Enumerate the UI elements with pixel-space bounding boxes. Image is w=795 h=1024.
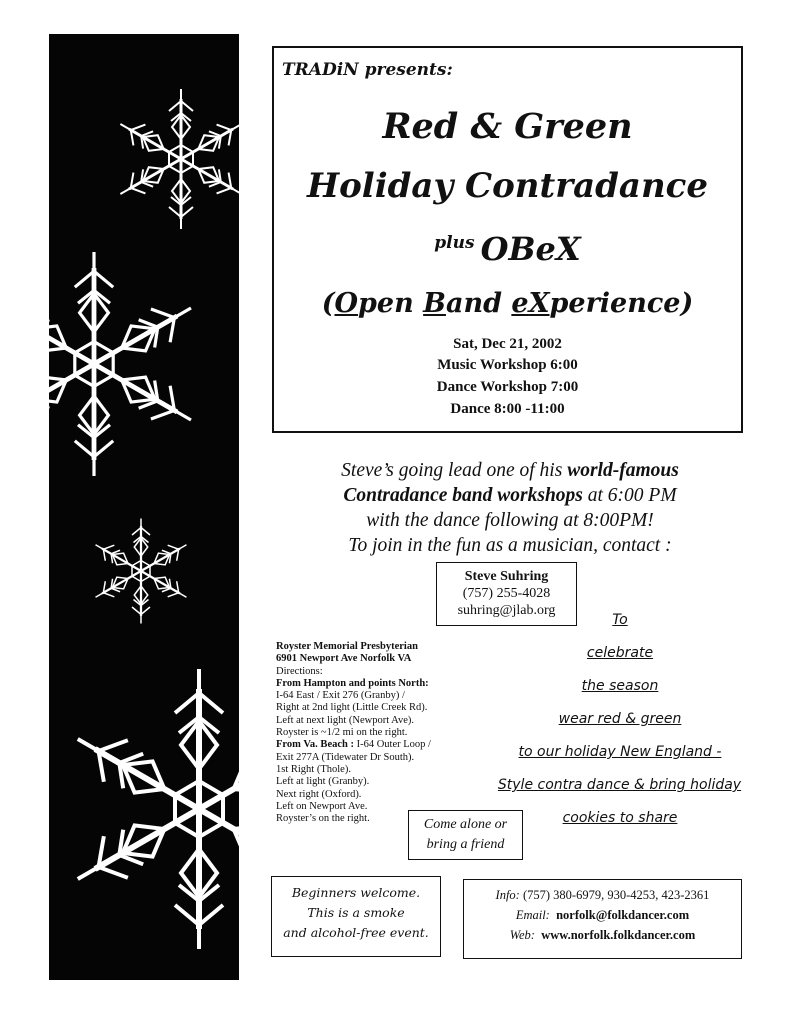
intro-paragraph: [300, 458, 720, 558]
slogan-line-4: wear red & green: [558, 711, 682, 727]
snowflake-icon: [91, 519, 191, 624]
obex-e: e: [511, 288, 529, 319]
obex-open: pen: [358, 288, 414, 319]
info-web-link[interactable]: www.norfolk.folkdancer.com: [541, 928, 696, 942]
obex-b: B: [423, 288, 446, 319]
title-plus: plus: [434, 233, 475, 253]
directions-block: [276, 641, 476, 825]
contact-name: Steve Suhring: [464, 569, 549, 584]
event-date: Sat, Dec 21, 2002: [453, 336, 562, 352]
info-box: [463, 879, 742, 959]
dance-time: Dance 8:00 -11:00: [450, 401, 565, 417]
direction-step: I-64 East / Exit 276 (Granby) /: [276, 690, 405, 702]
info-email[interactable]: norfolk@folkdancer.com: [556, 908, 690, 922]
come-alone-line: Come alone or: [423, 817, 508, 832]
contact-box: [436, 562, 577, 626]
info-phones-line: Info: (757) 380-6979, 930-4253, 423-2361: [495, 888, 710, 902]
directions-label: Directions:: [276, 665, 323, 677]
from-vabeach-line: From Va. Beach : I-64 Outer Loop /: [276, 739, 431, 751]
info-email-line: Email: norfolk@folkdancer.com: [515, 908, 690, 922]
title-red-green: Red & Green: [382, 106, 633, 147]
contact-email[interactable]: suhring@jlab.org: [457, 603, 556, 618]
direction-step: Exit 277A (Tidewater Dr South).: [276, 751, 415, 763]
slogan-line-7: cookies to share: [562, 810, 678, 826]
snowflake-icon: [114, 89, 239, 229]
intro-line-1: Steve’s going lead one of his world-famous: [341, 460, 679, 481]
from-hampton-heading: From Hampton and points North:: [276, 677, 429, 689]
snowflake-icon: [66, 669, 239, 949]
header-box: [272, 46, 743, 433]
obex-band: and: [445, 288, 502, 319]
title-plus-obex: [274, 230, 741, 268]
direction-step: Left at next light (Newport Ave).: [276, 714, 415, 726]
obex-x: X: [528, 288, 550, 319]
direction-step: 1st Right (Thole).: [276, 763, 351, 775]
obex-experience: perience: [549, 288, 681, 319]
venue-name: Royster Memorial Presbyterian: [276, 641, 418, 652]
snowflake-banner: [49, 34, 239, 980]
direction-step: Right at 2nd light (Little Creek Rd).: [276, 702, 428, 714]
direction-step: Left at light (Granby).: [276, 776, 370, 788]
snowflake-art: [49, 34, 239, 980]
dance-workshop-time: Dance Workshop 7:00: [436, 379, 579, 395]
beginners-box: [271, 876, 441, 957]
music-workshop-time: Music Workshop 6:00: [437, 357, 578, 373]
venue-address: 6901 Newport Ave Norfolk VA: [276, 653, 412, 665]
bring-friend-line: bring a friend: [426, 837, 505, 852]
intro-line-3: with the dance following at 8:00PM!: [366, 510, 654, 531]
info-web-line: Web: www.norfolk.folkdancer.com: [509, 928, 696, 942]
snowflake-icon: [49, 252, 201, 476]
come-alone-box: [408, 810, 523, 860]
direction-step: Royster is ~1/2 mi on the right.: [276, 727, 408, 739]
slogan-line-3: the season: [581, 678, 659, 694]
beginners-line-1: Beginners welcome.: [291, 885, 421, 900]
slogan-line-6: Style contra dance & bring holiday: [497, 777, 742, 793]
intro-line-4: To join in the fun as a musician, contact :: [348, 535, 672, 556]
intro-line-2: Contradance band workshops at 6:00 PM: [343, 485, 677, 506]
slogan-line-5: to our holiday New England -: [518, 744, 722, 760]
beginners-line-2: This is a smoke: [307, 905, 405, 920]
beginners-line-3: and alcohol-free event.: [283, 925, 429, 940]
slogan-line-1: To: [612, 612, 628, 628]
title-obex: OBeX: [480, 230, 581, 268]
direction-step: Royster’s on the right.: [276, 813, 370, 825]
slogan-line-2: celebrate: [586, 645, 654, 661]
obex-o: O: [334, 288, 359, 319]
title-holiday-contradance: Holiday Contradance: [307, 166, 708, 206]
contact-phone: (757) 255-4028: [462, 586, 551, 601]
title-obex-expansion: (Open Band eXperience): [321, 288, 694, 319]
direction-step: Next right (Oxford).: [276, 788, 362, 800]
direction-step: Left on Newport Ave.: [276, 800, 368, 812]
presenter-line: TRADiN presents:: [282, 60, 453, 80]
